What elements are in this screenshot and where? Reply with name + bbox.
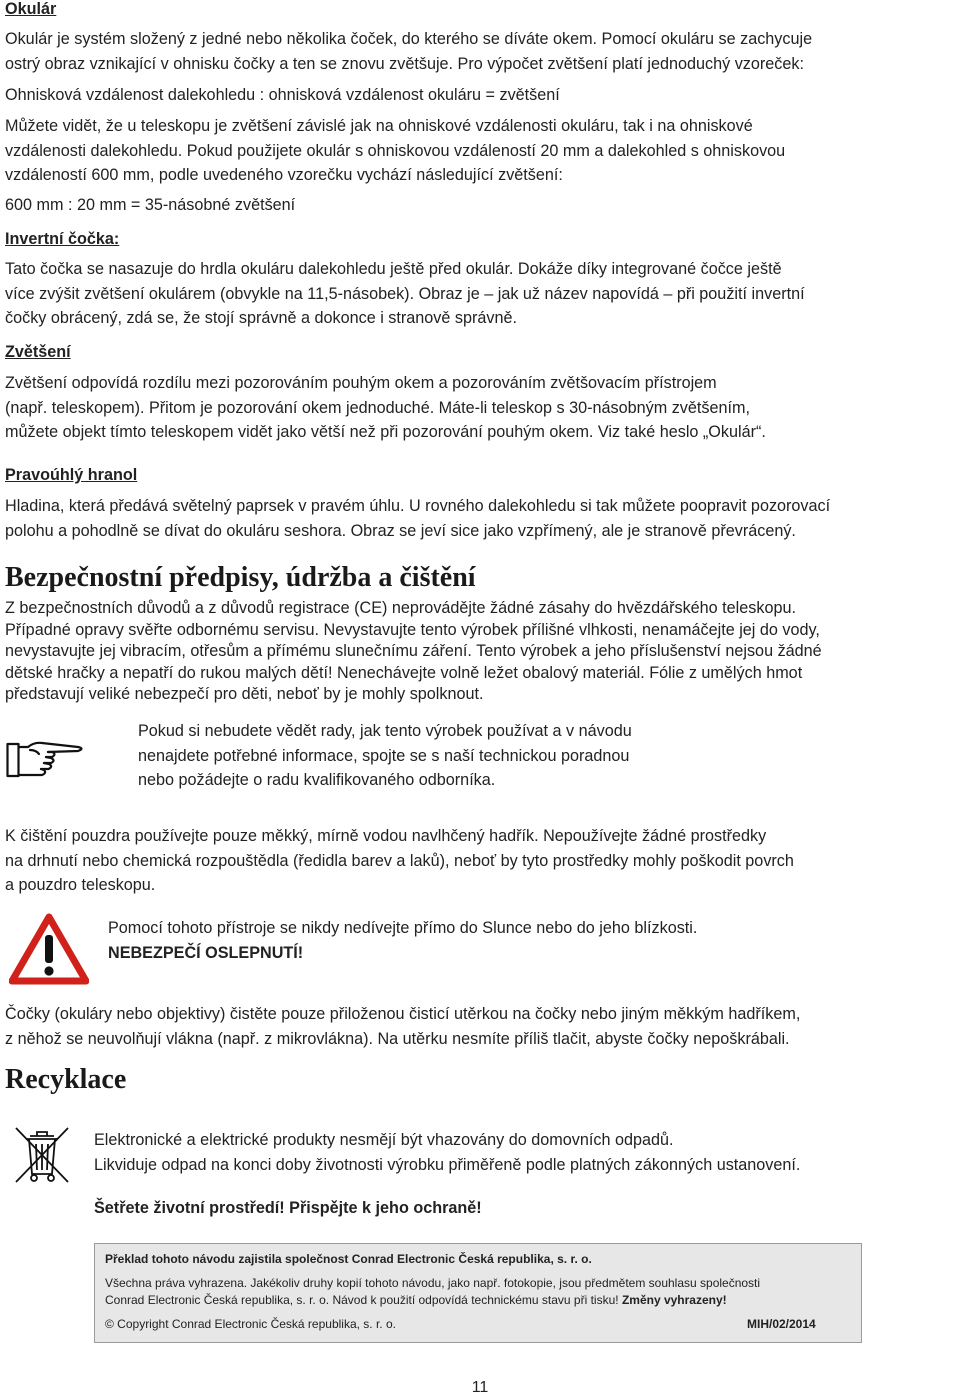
danger-label: NEBEZPEČÍ OSLEPNUTÍ!	[108, 943, 304, 962]
imprint-company-text: Conrad Electronic Česká republika, s. r. o. Návod k použití odpovídá technickému stavu při tisku!	[105, 1293, 619, 1307]
text-line: Můžete vidět, že u teleskopu je zvětšení závislé jak na ohniskové vzdálenosti okuláru, tak i na ohniskové	[5, 117, 753, 135]
imprint-rights: Všechna práva vyhrazena. Jakékoliv druhy kopií tohoto návodu, jako např. fotokopie, jsou předmětem souhlasu společnosti	[105, 1276, 761, 1290]
text-line: nevystavujte jej vibracím, otřesům a přímému slunečnímu záření. Tento výrobek a jeho příslušenství nejsou žádné	[5, 642, 822, 661]
imprint-translation: Překlad tohoto návodu zajistila společnost Conrad Electronic Česká republika, s. r. o.	[105, 1252, 592, 1266]
pointing-hand-icon	[6, 738, 88, 782]
environment-slogan: Šetřete životní prostředí! Přispějte k jeho ochraně!	[94, 1199, 482, 1217]
invertni-text	[5, 257, 955, 331]
document-code: MIH/02/2014	[747, 1317, 816, 1331]
okular-example: 600 mm : 20 mm = 35-násobné zvětšení	[5, 196, 296, 214]
section-title-recyklace: Recyklace	[5, 1064, 127, 1095]
section-title-bezpecnost: Bezpečnostní předpisy, údržba a čištění	[5, 562, 476, 593]
page-number: 11	[471, 1379, 489, 1396]
service-hint	[138, 719, 838, 793]
text-line: Z bezpečnostních důvodů a z důvodů registrace (CE) neprovádějte žádné zásahy do hvězdářského teleskopu.	[5, 599, 796, 617]
cleaning-text	[5, 824, 955, 898]
imprint-company	[105, 1292, 727, 1309]
text-line: můžete objekt tímto teleskopem vidět jako větší než při pozorování pouhým okem. Viz také heslo „Okulár“.	[5, 423, 766, 442]
text-line: ostrý obraz vznikající v ohnisku čočky a ten se znovu zvětšuje. Pro výpočet zvětšení platí jednoduchý vzoreček:	[5, 54, 804, 73]
section-title-invertni: Invertní čočka:	[5, 230, 120, 248]
copyright: © Copyright Conrad Electronic Česká republika, s. r. o.	[105, 1317, 396, 1331]
text-line: Pomocí tohoto přístroje se nikdy nedívejte přímo do Slunce nebo do jeho blízkosti.	[108, 919, 698, 937]
zvetseni-text	[5, 371, 955, 445]
section-title-hranol: Pravoúhlý hranol	[5, 466, 138, 484]
text-line: nenajdete potřebné informace, spojte se s naší technickou poradnou	[138, 746, 630, 765]
okular-explanation	[5, 114, 955, 188]
text-line: vzdálenosti dalekohledu. Pokud použijete okulár s ohniskovou vzdáleností 20 mm a dalekohled s ohniskovou	[5, 141, 786, 160]
text-line: Tato čočka se nasazuje do hrdla okuláru dalekohledu ještě před okulár. Dokáže díky integrované čočce ještě	[5, 260, 782, 278]
text-line: K čištění pouzdra používejte pouze měkký, mírně vodou navlhčený hadřík. Nepoužívejte žádné prostředky	[5, 827, 767, 845]
text-line: a pouzdro teleskopu.	[5, 876, 156, 895]
text-line: na drhnutí nebo chemická rozpouštědla (ředidla barev a laků), neboť by tyto prostředky mohly poškodit povrch	[5, 851, 794, 870]
imprint-changes: Změny vyhrazeny!	[621, 1293, 727, 1307]
text-line: Likviduje odpad na konci doby životnosti výrobku přiměřeně podle platných zákonných ustanovení.	[94, 1155, 801, 1174]
section-title-okular: Okulár	[5, 0, 57, 18]
text-line: polohu a pohodlně se dívat do okuláru seshora. Obraz se jeví sice jako vzpřímený, ale je stranově převrácený.	[5, 521, 796, 540]
section-title-zvetseni: Zvětšení	[5, 343, 71, 361]
text-line: Zvětšení odpovídá rozdílu mezi pozorováním pouhým okem a pozorováním zvětšovacím přístrojem	[5, 374, 717, 392]
text-line: Pokud si nebudete vědět rady, jak tento výrobek používat a v návodu	[138, 722, 632, 740]
text-line: Elektronické a elektrické produkty nesmějí být vhazovány do domovních odpadů.	[94, 1131, 674, 1149]
okular-intro	[5, 27, 955, 76]
text-line: vzdáleností 600 mm, podle uvedeného vzorečku vychází následující zvětšení:	[5, 166, 563, 185]
text-line: představují veliké nebezpečí pro děti, neboť by je mohly spolknout.	[5, 685, 484, 704]
text-line: Případné opravy svěřte odbornému servisu. Nevystavujte tento výrobek přílišné vlhkosti, nenamáčejte jej do vody,	[5, 620, 820, 639]
lens-cleaning-text	[5, 1002, 955, 1051]
crossed-bin-icon	[10, 1122, 74, 1186]
text-line: Okulár je systém složený z jedné nebo několika čoček, do kterého se díváte okem. Pomocí okuláru se zachycuje	[5, 30, 813, 48]
text-line: Hladina, která předává světelný paprsek v pravém úhlu. U rovného dalekohledu si tak můžete poopravit pozorovací	[5, 497, 831, 515]
okular-formula: Ohnisková vzdálenost dalekohledu : ohnisková vzdálenost okuláru = zvětšení	[5, 86, 560, 104]
bezpecnost-text	[5, 598, 955, 706]
text-line: z něhož se neuvolňují vlákna (např. z mikrovlákna). Na utěrku nesmíte příliš tlačit, abyste čočky nepoškrábali.	[5, 1029, 790, 1048]
text-line: (např. teleskopem). Přitom je pozorování okem jednoduché. Máte-li teleskop s 30-násobným zvětšením,	[5, 398, 750, 417]
text-line: nebo požádejte o radu kvalifikovaného odborníka.	[138, 771, 496, 790]
recyklace-text	[94, 1128, 954, 1177]
text-line: čočky obrácený, zdá se, že stojí správně a dokonce i stranově správně.	[5, 309, 517, 328]
hranol-text	[5, 494, 955, 543]
text-line: více zvýšit zvětšení okulárem (obvykle na 11,5-násobek). Obraz je – jak už název napovídá – při použití invertní	[5, 284, 805, 303]
sun-warning	[108, 916, 948, 965]
text-line: dětské hračky a nepatří do rukou malých dětí! Nenechávejte volně ležet obalový materiál. Fólie z umělých hmot	[5, 663, 803, 682]
text-line: Čočky (okuláry nebo objektivy) čistěte pouze přiloženou čisticí utěrkou na čočky nebo jiným měkkým hadříkem,	[5, 1005, 801, 1023]
warning-triangle-icon	[9, 913, 89, 985]
imprint-box	[94, 1243, 862, 1343]
